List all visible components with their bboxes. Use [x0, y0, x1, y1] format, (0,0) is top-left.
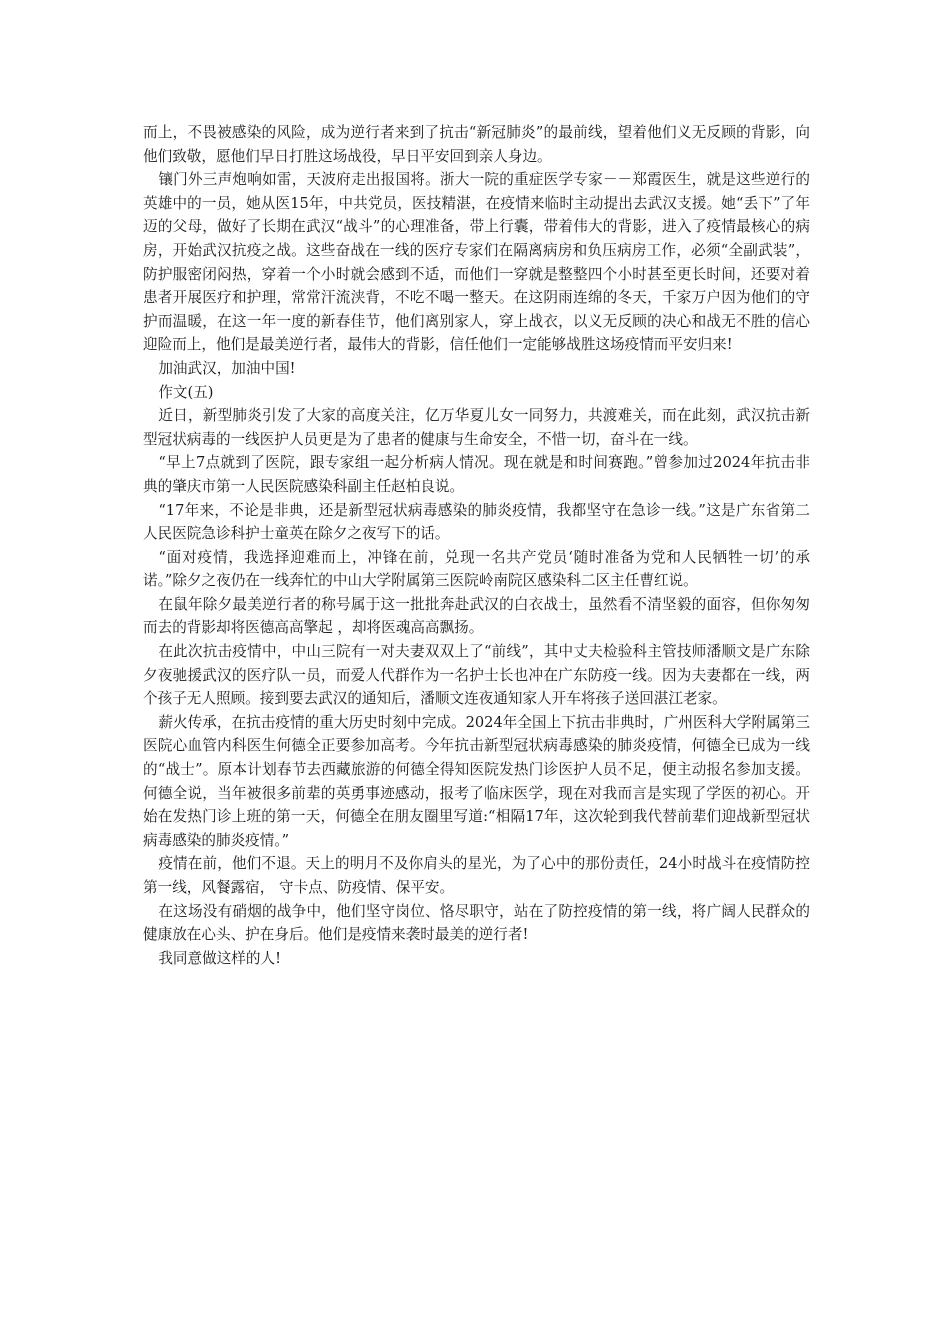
paragraph-closing: 我同意做这样的人! [158, 949, 281, 967]
paragraph-quote-tong: “17年来，不论是非典，还是新型冠状病毒感染的肺炎疫情，我都坚守在急诊一线。”这是广东省第二人民医院急诊科护士童英在除夕之夜写下的话。 [143, 501, 810, 543]
paragraph-quote-zhao: “早上7点就到了医院，跟专家组一起分析病人情况。现在就是和时间赛跑。”曾参加过2024年抗击非典的肇庆市第一人民医院感染科副主任赵柏良说。 [143, 454, 810, 495]
paragraph-couple: 在此次抗击疫情中，中山三院有一对夫妻双双上了“前线”，其中丈夫检验科主管技师潘顺文是广东除夕夜驰援武汉的医疗队一员，而爱人代群作为一名护士长也冲在广东防疫一线。因为夫妻都在一线，两个孩子无人照顾。接到要去武汉的通知后，潘顺文连夜通知家人开车将孩子送回湛江老家。 [143, 643, 810, 708]
document-body [143, 121, 810, 970]
paragraph-quote-cao: “面对疫情，我选择迎难而上，冲锋在前，兑现一名共产党员‘随时准备为党和人民牺牲一切’的承诺。”除夕之夜仍在一线奔忙的中山大学附属第三医院岭南院区感染科二区主任曹红说。 [143, 548, 810, 590]
paragraph-intro: 近日，新型肺炎引发了大家的高度关注，亿万华夏儿女一同努力，共渡难关，而在此刻，武汉抗击新型冠状病毒的一线医护人员更是为了患者的健康与生命安全，不惜一切，奋斗在一线。 [143, 407, 810, 448]
paragraph-not-retreat: 疫情在前，他们不退。天上的明月不及你肩头的星光，为了心中的那份责任，24小时战斗在疫情防控第一线，风餐露宿， 守卡点、防疫情、保平安。 [143, 855, 810, 896]
essay-heading: 作文(五) [158, 383, 214, 401]
paragraph-he-dequan: 薪火传承，在抗击疫情的重大历史时刻中完成。2024年全国上下抗击非典时，广州医科大学附属第三医院心血管内科医生何德全正要参加高考。今年抗击新型冠状病毒感染的肺炎疫情，何德全已成为一线的“战士”。原本计划春节去西藏旅游的何德全得知医院发热门诊医护人员不足，便主动报名参加支援。何德全说，当年被很多前辈的英勇事迹感动，报考了临床医学，现在对我而言是实现了学医的初心。开始在发热门诊上班的第一天，何德全在朋友圈里写道:“相隔17年，这次轮到我代替前辈们迎战新型冠状病毒感染的肺炎疫情。” [143, 713, 810, 849]
paragraph-slogan: 加油武汉，加油中国! [158, 359, 296, 377]
paragraph-zheng-xia: 镶门外三声炮响如雷，天波府走出报国将。浙大一院的重症医学专家－－郑霞医生，就是这些逆行的英雄中的一员，她从医15年，中共党员，医技精湛，在疫情来临时主动提出去武汉支援。她“丢下”了年迈的父母，做好了长期在武汉“战斗”的心理准备，带上行囊，带着伟大的背影，进入了疫情最核心的病房，开始武汉抗疫之战。这些奋战在一线的医疗专家们在隔离病房和负压病房工作，必须“全副武装”，防护服密闭闷热，穿着一个小时就会感到不适，而他们一穿就是整整四个小时甚至更长时间，还要对着患者开展医疗和护理，常常汗流浃背，不吃不喝一整天。在这阴雨连绵的冬天，千家万户因为他们的守护而温暖，在这一年一度的新春佳节，他们离别家人，穿上战衣，以义无反顾的决心和战无不胜的信心迎险而上，他们是最美逆行者，最伟大的背影，信任他们一定能够战胜这场疫情而平安归来! [143, 171, 810, 354]
paragraph-continued: 而上，不畏被感染的风险，成为逆行者来到了抗击“新冠肺炎”的最前线，望着他们义无反顾的背影，向他们致敬，愿他们早日打胜这场战役，早日平安回到亲人身边。 [143, 124, 810, 165]
paragraph-front-line: 在这场没有硝烟的战争中，他们坚守岗位、恪尽职守，站在了防控疫情的第一线，将广阔人民群众的健康放在心头、护在身后。他们是疫情来袭时最美的逆行者! [143, 902, 810, 944]
paragraph-white-warriors: 在鼠年除夕最美逆行者的称号属于这一批批奔赴武汉的白衣战士，虽然看不清坚毅的面容，但你匆匆而去的背影却将医德高高擎起 ，却将医魂高高飘扬。 [143, 595, 810, 637]
